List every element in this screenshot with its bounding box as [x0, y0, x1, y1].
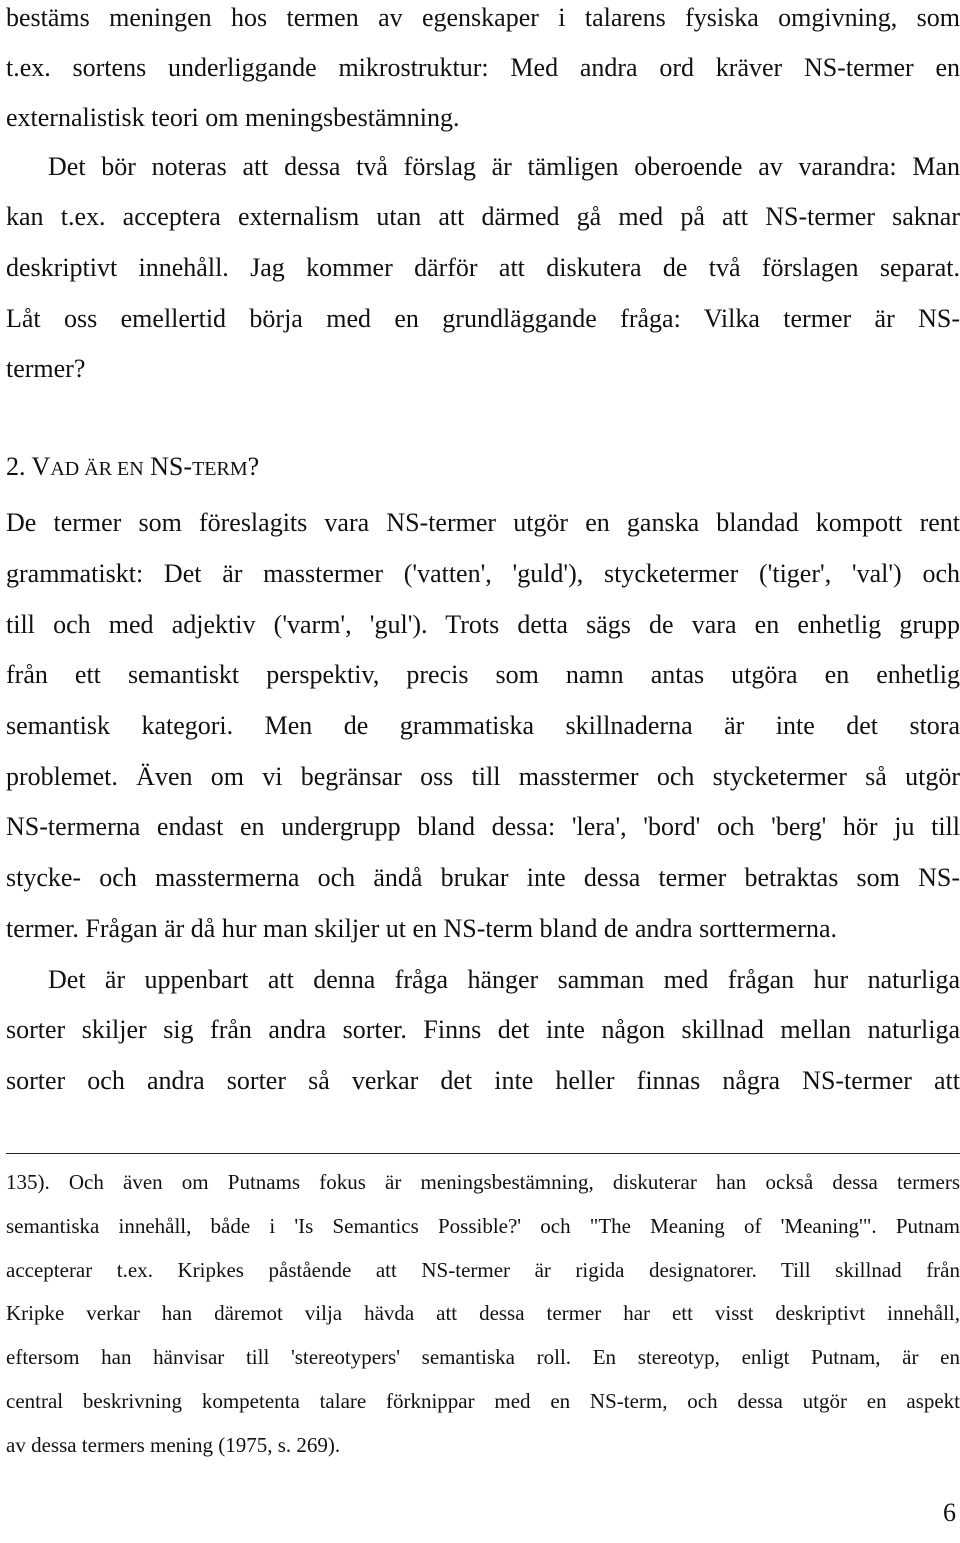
body-line: från ett semantiskt perspektiv, precis som namn antas utgöra en enhetlig — [6, 660, 960, 689]
body-line: Det är uppenbart att denna fråga hänger samman med frågan hur naturliga — [48, 965, 960, 994]
heading-cap: V — [31, 452, 51, 481]
body-line: problemet. Även om vi begränsar oss till masstermer och stycketermer så utgör — [6, 762, 960, 791]
body-line: sorter skiljer sig från andra sorter. Finns det inte någon skillnad mellan naturliga — [6, 1015, 960, 1044]
body-line: grammatiskt: Det är masstermer ('vatten', 'guld'), stycketermer ('tiger', 'val') och — [6, 559, 960, 588]
footnote-line: 135). Och även om Putnams fokus är meningsbestämning, diskuterar han också dessa termers — [6, 1170, 960, 1194]
heading-smallcaps: TERM — [192, 458, 248, 480]
body-line: externalistisk teori om meningsbestämning. — [6, 103, 460, 132]
body-line: stycke- och masstermerna och ändå brukar inte dessa termer betraktas som NS- — [6, 863, 960, 892]
footnote-line: accepterar t.ex. Kripkes påstående att NS-termer är rigida designatorer. Till skillnad från — [6, 1258, 960, 1282]
body-line: termer. Frågan är då hur man skiljer ut en NS-term bland de andra sorttermerna. — [6, 914, 837, 943]
footnote-line: Kripke verkar han däremot vilja hävda att dessa termer har ett visst deskriptivt innehåll, — [6, 1301, 960, 1325]
body-line: deskriptivt innehåll. Jag kommer därför att diskutera de två förslagen separat. — [6, 253, 960, 282]
body-line: Låt oss emellertid börja med en grundläggande fråga: Vilka termer är NS- — [6, 304, 960, 333]
body-line: sorter och andra sorter så verkar det inte heller finnas några NS-termer att — [6, 1066, 960, 1095]
body-line: kan t.ex. acceptera externalism utan att därmed gå med på att NS-termer saknar — [6, 202, 960, 231]
body-line: Det bör noteras att dessa två förslag är tämligen oberoende av varandra: Man — [48, 152, 960, 181]
heading-end: ? — [247, 452, 260, 481]
body-line: semantisk kategori. Men de grammatiska skillnaderna är inte det stora — [6, 711, 960, 740]
heading-smallcaps: AD ÄR EN — [50, 458, 144, 480]
section-heading — [6, 452, 259, 484]
footnote-line: semantiska innehåll, både i 'Is Semantics Possible?' och "The Meaning of 'Meaning'". Putnam — [6, 1214, 960, 1238]
footnote-line: av dessa termers mening (1975, s. 269). — [6, 1433, 341, 1457]
body-line: t.ex. sortens underliggande mikrostruktur: Med andra ord kräver NS-termer en — [6, 53, 960, 82]
body-line: NS-termerna endast en undergrupp bland dessa: 'lera', 'bord' och 'berg' hör ju till — [6, 812, 960, 841]
footnote-separator — [6, 1153, 960, 1154]
body-line: till och med adjektiv ('varm', 'gul'). Trots detta sägs de vara en enhetlig grupp — [6, 610, 960, 639]
heading-ns: NS- — [150, 452, 193, 481]
body-line: termer? — [6, 354, 86, 383]
footnote-line: eftersom han hänvisar till 'stereotypers' semantiska roll. En stereotyp, enligt Putnam, är en — [6, 1345, 960, 1369]
body-line: bestäms meningen hos termen av egenskaper i talarens fysiska omgivning, som — [6, 3, 960, 32]
heading-number: 2. — [6, 452, 26, 481]
body-line: De termer som föreslagits vara NS-termer utgör en ganska blandad kompott rent — [6, 508, 960, 537]
page-number: 6 — [943, 1498, 956, 1527]
footnote-line: central beskrivning kompetenta talare förknippar med en NS-term, och dessa utgör en aspekt — [6, 1389, 960, 1413]
